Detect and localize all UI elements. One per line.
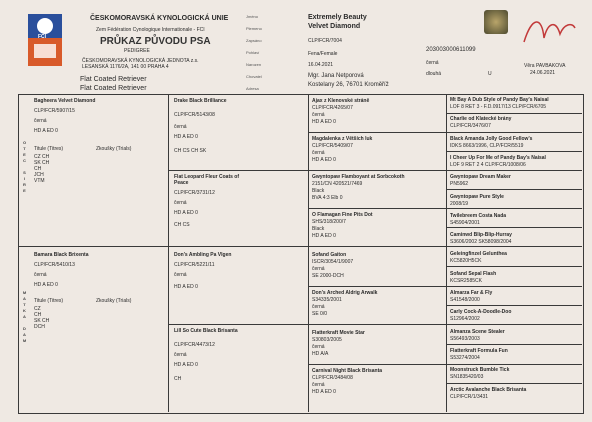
logo-text: FCI xyxy=(38,34,47,40)
gp-name: Don's Ambling Pa Vlgen xyxy=(174,252,232,258)
sire-side-label: OTEC SIRE xyxy=(22,140,27,194)
gggp-reg: S12964/2002 xyxy=(450,316,480,323)
ggp-color: černá xyxy=(312,266,325,272)
dam-title-4: DCH xyxy=(34,324,45,330)
ggp-hd: SE 2000-DCH xyxy=(312,273,344,279)
dog-chip: 203003000611099 xyxy=(426,47,476,53)
pedigree-document: FCI ČESKOMORAVSKÁ KYNOLOGICKÁ UNIE Zem Fédération Cynologique Internationale - FCI PRŮKAZ PŮVODU PSA PEDIGREE ČESKOMORAVSKÁ KYNOLOGICKÁ JEDNOTA z.s. LESANSKÁ 1176/2A, 141 00 PRAHA 4 Flat Coated Retriever Flat Coated Retriever Jméno Plemeno Zapsáno Pohlaví Narozen Chovatel Adresa Extremely Beauty Velvet Diamond CLP/FCR/7004 Fena/Female 16.04.2021 203003000611099 černá dlouhá U Mgr. Jana Netporová Kostelany 26, 76701 Kroměříž Věra PAVBAKOVA 24.06.2021 OTEC SIRE MATKA DAM Bagheera Velvet Diamond CLP/FCR/5907/15 černá HD A ED 0 Titule (Titres) Zkoušky (Trials) CZ CH SK CH CH JCH VTM Bamara Black Brixenta CLP/FCR/5410/13 černá HD A ED 0 Titule (Titres) Zkoušky (Trials) CZ CH SK CH DCH Drake Black Brilliance CLP/FCR/5143/08 černá HD A ED 0 CH CS CH SK Flat Leopard Fleur Coats of Peace CLP/FCR/3731/12 černá HD A ED 0 CH CS Don's Ambling Pa Vlgen CLP/FCR/5221/11 černá HD A ED 0 Lill So Cute Black Brisanta CLP/FCR/4473/12 černá HD A ED 0 CH Ajax z Klenovské stráně CLP/FCR/4265/07 černá HD A ED 0 Magdalenka z Větších luk CLP/FCR/5409/07 černá HD A ED 0 Gwyntopaw Flamboyant at Sorbcokoth 2151/CN 420521/7469 Black BVA 4:3 Elb 0 O Flamagan Fine Pits Dot SHS/318/200/7 Black HD A ED 0 Sofand Gaiton ISCR/3054/1/9007 černá SE 2000-DCH Don's Arched Aldrig Arwalk S34335/2001 černá SE 0/0 Flatterkraft Movie Star S30803/2005 černá HD A/A Carnival Night Black Brisanta CLP/FCR/3484/08 černá HD A ED 0 Mt Bay A Dub Style of Pandy Bay's Naisal LOF 8 RET 3 - F.D.0917/13 CLP/FCR/6705 Charlie od Klatecké brány CLP/FCR/3476/07 Black Amanda Jolly Good Fellow's IDKS 8663/1996, CLP/FCR/5519 I Cheer Up For Me of Pandy Bay's Naisal LOF 9 RET 2 4 CLP/FCR/1008/06 Gwyntopaw Dream Maker PN5962 Gwyntopaw Pure Style 2008/19 Twilebreem Costa Nada S45904/2001 Caminwd Blip-Blip-Hurray S3606/2002 SK58098/2004 Geleingfinzel Gelunthea KC5820H5CK Sofand Sepal Flash KCSR2585CK Almarza Far & Fly S41548/2000 Carly Cock-A-Doodle-Doo S12964/2002 Almanza Scene Stealer S56493/2003 Flatterkraft Formula Fun S53274/2004 Moonstruck Bumble Tick SN1835420/03 Arctic Avalanche Black Brisanta CLP/FCR/1/3431 xyxy=(0,0,592,422)
gggp-name: Moonstruck Bumble Tick xyxy=(450,367,510,374)
gggp-reg: KCSR2585CK xyxy=(450,277,482,284)
ggp-reg: S34335/2001 xyxy=(312,297,342,303)
gggp-name: Almanza Scene Stealer xyxy=(450,328,505,335)
sire-title-4: JCH xyxy=(34,172,44,178)
gggp-name: Caminwd Blip-Blip-Hurray xyxy=(450,232,512,239)
gggp-reg: S45904/2001 xyxy=(450,219,480,226)
sire-trial-label: Zkoušky (Trials) xyxy=(96,146,132,152)
stamp-date: 24.06.2021 xyxy=(530,70,556,76)
fci-logo xyxy=(28,14,62,66)
ggp-color: černá xyxy=(312,304,325,310)
gggp-reg: 2008/19 xyxy=(450,200,469,207)
gggp-name: Gwyntopaw Dream Maker xyxy=(450,174,511,181)
ggp-color: černá xyxy=(312,112,325,118)
gggp-name: Almarza Far & Fly xyxy=(450,290,493,296)
ggp-reg: CLP/FCR/5409/07 xyxy=(312,143,353,149)
sire-color: černá xyxy=(34,118,47,124)
ggp-color: černá xyxy=(312,150,325,156)
gggp-name: Twilebreem Costa Nada xyxy=(450,212,507,219)
gggp-name: I Cheer Up For Me of Pandy Bay's Naisal xyxy=(450,154,546,161)
dog-color: černá xyxy=(426,60,439,66)
dog-reg: CLP/FCR/7004 xyxy=(308,38,342,44)
signature xyxy=(520,12,578,52)
dam-color: černá xyxy=(34,272,47,278)
ggp-hd: HD A ED 0 xyxy=(312,389,336,395)
gggp-reg: S53274/2004 xyxy=(450,354,480,361)
sire-reg: CLP/FCR/5907/15 xyxy=(34,108,75,114)
club-line1: ČESKOMORAVSKÁ KYNOLOGICKÁ JEDNOTA z.s. xyxy=(82,58,199,64)
ggp-reg: CLP/FCR/3484/08 xyxy=(312,375,353,381)
gp-color: černá xyxy=(174,352,187,358)
dog-name-line1: Extremely Beauty xyxy=(308,14,367,21)
gp-hd: HD A ED 0 xyxy=(174,362,198,368)
gggp-name: Flatterkraft Formula Fun xyxy=(450,347,508,354)
ggp-color: černá xyxy=(312,382,325,388)
gp-reg: CLP/FCR/5221/11 xyxy=(174,262,215,268)
gggp-name: Charlie od Klatecké brány xyxy=(450,116,512,123)
gp-color: černá xyxy=(174,272,187,278)
gggp-name: Geleingfinzel Gelunthea xyxy=(450,251,507,258)
gp-hd: HD A ED 0 xyxy=(174,210,198,216)
ggp-hd: BVA 4:3 Elb 0 xyxy=(312,195,343,201)
sire-title-3: CH xyxy=(34,166,42,172)
breed-cz: Flat Coated Retriever xyxy=(80,76,147,83)
sire-name: Bagheera Velvet Diamond xyxy=(34,98,96,104)
ggp-hd: HD A ED 0 xyxy=(312,119,336,125)
gp-titles: CH xyxy=(174,376,182,382)
gggp-name: Arctic Avalanche Black Brisanta xyxy=(450,386,527,393)
ggp-color: černá xyxy=(312,344,325,350)
stamp-name: Věra PAVBAKOVA xyxy=(524,63,566,69)
dam-title-3: SK CH xyxy=(34,318,50,324)
ggp-hd: HD A ED 0 xyxy=(312,157,336,163)
sire-title-1: CZ CH xyxy=(34,154,50,160)
gggp-reg: S56493/2003 xyxy=(450,335,480,342)
gggp-reg: S3606/2002 SK58098/2004 xyxy=(450,239,512,246)
ggp-color: Black xyxy=(312,188,325,194)
ggp-reg: 2151/CN 420521/7469 xyxy=(312,181,363,187)
gggp-reg: S41548/2000 xyxy=(450,297,480,303)
ggp-reg: SHS/318/200/7 xyxy=(312,219,346,225)
dog-hair: dlouhá xyxy=(426,71,442,77)
gggp-reg: LOF 9 RET 2 4 CLP/FCR/1008/06 xyxy=(450,161,526,168)
ggp-color: Black xyxy=(312,226,325,232)
sire-title-2: SK CH xyxy=(34,160,50,166)
dog-sex: Fena/Female xyxy=(308,51,338,57)
ggp-name: Don's Arched Aldrig Arwalk xyxy=(312,290,378,296)
gp-hd: HD A ED 0 xyxy=(174,284,198,290)
gggp-name: Black Amanda Jolly Good Fellow's xyxy=(450,135,533,142)
breeder: Mgr. Jana Netporová xyxy=(308,73,364,79)
ggp-reg: S30803/2005 xyxy=(312,337,342,343)
ggp-name: Carnival Night Black Brisanta xyxy=(312,368,383,374)
dam-title-2: CH xyxy=(34,312,42,318)
gggp-name: Mt Bay A Dub Style of Pandy Bay's Naisal xyxy=(450,97,549,103)
gggp-reg: CLP/FCR/1/3431 xyxy=(450,393,489,400)
ggp-name: Ajax z Klenovské stráně xyxy=(312,98,370,104)
dog-hair-code: U xyxy=(488,71,492,77)
ggp-reg: ISCR/3054/1/9007 xyxy=(312,259,354,265)
ggp-hd: SE 0/0 xyxy=(312,311,328,317)
gggp-reg: KC5820H5CK xyxy=(450,258,482,265)
gp-titles: CH CS CH SK xyxy=(174,148,207,154)
dog-name-line2: Velvet Diamond xyxy=(308,23,361,30)
org-fci: Zem Fédération Cynologique Internationale - FCI xyxy=(96,27,205,33)
gggp-name: Sofand Sepal Flash xyxy=(450,270,497,277)
hologram xyxy=(484,10,508,34)
gp-reg: CLP/FCR/3731/12 xyxy=(174,190,215,196)
gp-color: černá xyxy=(174,200,187,206)
dam-hd: HD A ED 0 xyxy=(34,282,58,288)
club-line2: LESANSKÁ 1176/2A, 141 00 PRAHA 4 xyxy=(82,64,169,70)
ggp-reg: CLP/FCR/4265/07 xyxy=(312,105,353,111)
gggp-reg: PN5962 xyxy=(450,181,469,188)
sire-title-5: VTM xyxy=(34,178,45,184)
gp-reg: CLP/FCR/4473/12 xyxy=(174,342,215,348)
dam-trial-label: Zkoušky (Trials) xyxy=(96,298,132,304)
gp-name: Flat Leopard Fleur Coats of Peace xyxy=(174,174,240,186)
gggp-reg: IDKS 8663/1996, CLP/FCR/5519 xyxy=(450,142,524,149)
address: Kostelany 26, 76701 Kroměříž xyxy=(308,82,389,88)
gp-titles: CH CS xyxy=(174,222,190,228)
gp-hd: HD A ED 0 xyxy=(174,134,198,140)
doc-subtitle: PEDIGREE xyxy=(124,48,150,54)
gggp-name: Gwyntopaw Pure Style xyxy=(450,193,504,200)
dam-side-label: MATKA DAM xyxy=(22,290,27,344)
dog-birth: 16.04.2021 xyxy=(308,62,334,68)
gp-name: Drake Black Brilliance xyxy=(174,98,227,104)
dam-title-1: CZ xyxy=(34,306,41,312)
ggp-name: Gwyntopaw Flamboyant at Sorbcokoth xyxy=(312,174,405,180)
ggp-name: O Flamagan Fine Pits Dot xyxy=(312,212,373,218)
gp-name: Lill So Cute Black Brisanta xyxy=(174,328,238,334)
doc-title: PRŮKAZ PŮVODU PSA xyxy=(100,36,211,47)
gggp-reg: CLP/FCR/3476/07 xyxy=(450,123,491,130)
ggp-hd: HD A ED 0 xyxy=(312,233,336,239)
gggp-reg: LOF 8 RET 3 - F.D.0917/13 CLP/FCR/6705 xyxy=(450,104,547,110)
gp-color: černá xyxy=(174,124,187,130)
org-title: ČESKOMORAVSKÁ KYNOLOGICKÁ UNIE xyxy=(90,15,229,22)
sire-title-label: Titule (Titres) xyxy=(34,146,64,152)
gggp-name: Carly Cock-A-Doodle-Doo xyxy=(450,309,512,316)
ggp-name: Sofand Gaiton xyxy=(312,252,347,258)
dam-reg: CLP/FCR/5410/13 xyxy=(34,262,75,268)
dam-name: Bamara Black Brixenta xyxy=(34,252,89,258)
ggp-name: Flatterkraft Movie Star xyxy=(312,330,365,336)
gggp-reg: SN1835420/03 xyxy=(450,374,484,381)
breed-en: Flat Coated Retriever xyxy=(80,85,147,92)
ggp-name: Magdalenka z Větších luk xyxy=(312,136,373,142)
sire-hd: HD A ED 0 xyxy=(34,128,58,134)
ggp-hd: HD A/A xyxy=(312,351,329,357)
dam-title-label: Titule (Titres) xyxy=(34,298,64,304)
gp-reg: CLP/FCR/5143/08 xyxy=(174,112,215,118)
